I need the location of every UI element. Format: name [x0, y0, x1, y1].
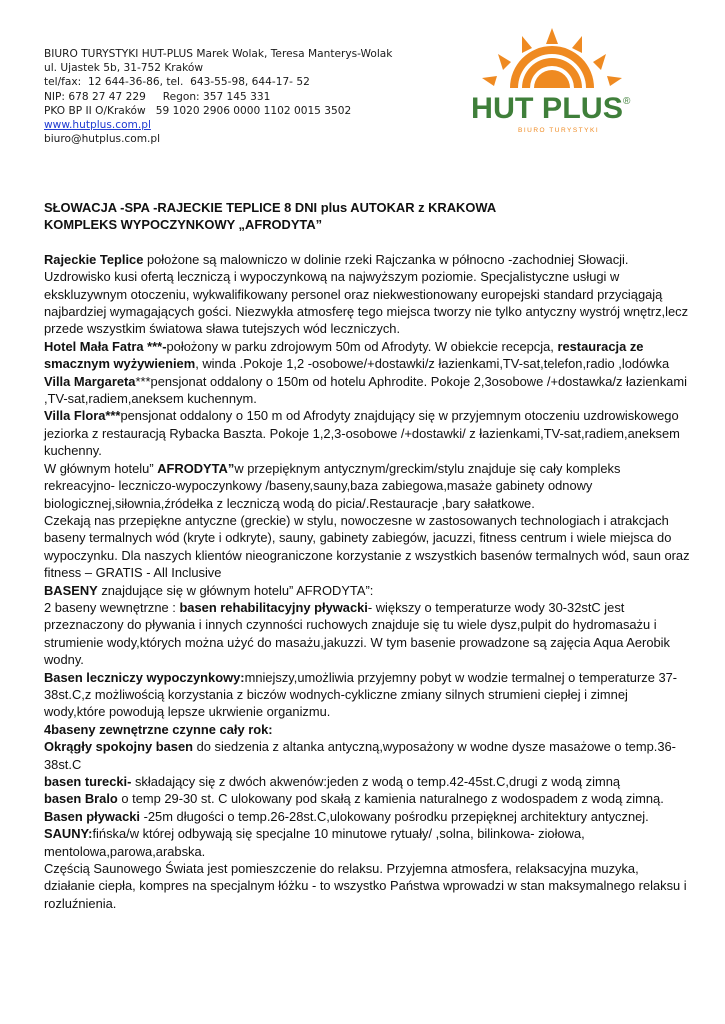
attractions-paragraph: Czekają nas przepiękne antyczne (greckie) w stylu, nowoczesne w zastosowanych technologiach i atrakcjach baseny termalnych wód (kryte i odkryte), sauny, gabinety zabiegów, jacuzzi, fitness centrum i wiele miejsca do wypoczynku. Dla naszych klientów nieograniczone korzystanie z wszystkich basenów termalnych wód, saun oraz fitness – GRATIS - All Inclusive	[44, 512, 690, 581]
offer-title-line1: SŁOWACJA -SPA -RAJECKIE TEPLICE 8 DNI plus AUTOKAR z KRAKOWA	[44, 200, 497, 215]
logo-tagline: BIURO TURYSTYKI	[518, 127, 600, 134]
saunas: SAUNY:fińska/w której odbywają się specjalne 10 minutowe rytuały/ ,solna, bilinkowa- ziołowa, mentolowa,parowa,arabska.	[44, 826, 585, 859]
round-pool: Okrągły spokojny basen do siedzenia z altanka antyczną,wyposażony w wodne dysze masażowe o temp.36-38st.C	[44, 739, 676, 772]
intro-paragraph: Rajeckie Teplice położone są malowniczo w dolinie rzeki Rajczanka w północno -zachodniej Słowacji. Uzdrowisko kusi ofertą leczniczą i wypoczynkową na najwyższym poziomie. Specjalistyczne usługi w ekskluzywnym otoczeniu, wykwalifikowany personel oraz niekwestionowany europejski standard przyciągają najbardziej wymagających gości. Niezwykła atmosferę tego miejsca tworzy nie tylko antyczny wystrój wnętrz,lecz przede wszystkim światowa sława tutejszych wód leczniczych.	[44, 251, 689, 337]
contact-block	[44, 47, 392, 146]
contact-line-company: BIURO TURYSTYKI HUT-PLUS Marek Wolak, Teresa Manterys-Wolak	[44, 48, 393, 60]
sun-icon	[482, 28, 622, 88]
baseny-heading: BASENY znajdujące się w głównym hotelu” AFRODYTA”:	[44, 582, 374, 598]
swimming-pool: Basen pływacki -25m długości o temp.26-28st.C,ulokowany pośrodku przepięknej architektury antycznej.	[44, 808, 649, 824]
logo-registered: ®	[623, 96, 631, 107]
contact-line-address: ul. Ujastek 5b, 31-752 Kraków	[44, 62, 204, 75]
outdoor-pools-heading: 4baseny zewnętrzne czynne cały rok:	[44, 721, 273, 737]
logo-brand: HUT PLUS	[471, 92, 623, 125]
bralo-pool: basen Bralo o temp 29-30 st. C ulokowany pod skałą z kamienia naturalnego z wodospadem z wodą zimną.	[44, 791, 664, 807]
turkish-pool: basen turecki- składający się z dwóch akwenów:jeden z wodą o temp.42-45st.C,drugi z wodą zimną	[44, 774, 621, 789]
offer-title-line2: KOMPLEKS WYPOCZYNKOWY „AFRODYTA”	[44, 217, 323, 233]
villa-flora: Villa Flora***pensjonat oddalony o 150 m od Afrodyty znajdujący się w przyjemnym otoczeniu uzdrowiskowego jeziorka z restauracją Rybacka Baszta. Pokoje 1,2,3-osobowe /+dostawki/ z łazienkami,TV-sat,radiem,aneksem kuchenny.	[44, 408, 680, 459]
hut-plus-logo	[462, 26, 642, 144]
afrodyta-paragraph: W głównym hotelu” AFRODYTA”w przepięknym antycznym/greckim/stylu znajduje się cały kompleks rekreacyjno- leczniczo-wypoczynkowy /baseny,sauny,baza zabiegowa,masaże gabinety odnowy biologicznej,siłownia,źródełka z leczniczą wodą do picia/.Restauracje ,bary sałatkowe.	[44, 460, 621, 511]
relax-paragraph: Częścią Saunowego Świata jest pomieszczenie do relaksu. Przyjemna atmosfera, relaksacyjna muzyka, działanie ciepła, kompres na specjalnym łóżku - to wszystko Państwa wprowadzi w stan maksymalnego relaksu i rozluźnienia.	[44, 861, 687, 911]
contact-line-nip: NIP: 678 27 47 229 Regon: 357 145 331	[44, 90, 271, 103]
offer-content	[44, 199, 692, 912]
healing-pool: Basen leczniczy wypoczynkowy:mniejszy,umożliwia przyjemny pobyt w wodzie termalnej o temperaturze 37-38st.C,z możliwością korzystania z biczów wodnych-cykliczne zmiany silnych strumieni ciepłej i zimnej wody,które powodują lepsze ukrwienie organizmu.	[44, 669, 678, 720]
contact-line-bank: PKO BP II O/Kraków 59 1020 2906 0000 1102 0015 3502	[44, 104, 352, 117]
contact-line-phone: tel/fax: 12 644-36-86, tel. 643-55-98, 644-17- 52	[44, 76, 310, 89]
hotel-mala-fatra: Hotel Mała Fatra ***-położony w parku zdrojowym 50m od Afrodyty. W obiekcie recepcja, restauracja ze smacznym wyżywieniem, winda .Pokoje 1,2 -osobowe/+dostawki/z łazienkami,TV-sat,telefon,radio ,lodówka	[44, 338, 670, 372]
website-link[interactable]: www.hutplus.com.pl	[44, 119, 151, 132]
indoor-pools: 2 baseny wewnętrzne : basen rehabilitacyjny pływacki- większy o temperaturze wody 30-32stC jest przeznaczony do pływania i innych czynności ruchowych znajduje się tu wiele dysz,pulpit do hydromasażu i strumienie wody,których można użyć do masażu,jakuzzi. W tym basenie prowadzone są zajęcia Aqua Aerobik wodny.	[44, 599, 670, 668]
villa-margareta: Villa Margareta***pensjonat oddalony o 150m od hotelu Aphrodite. Pokoje 2,3osobowe /+dostawka/z łazienkami ,TV-sat,radiem,aneksem kuchennym.	[44, 373, 687, 407]
contact-email: biuro@hutplus.com.pl	[44, 133, 161, 146]
